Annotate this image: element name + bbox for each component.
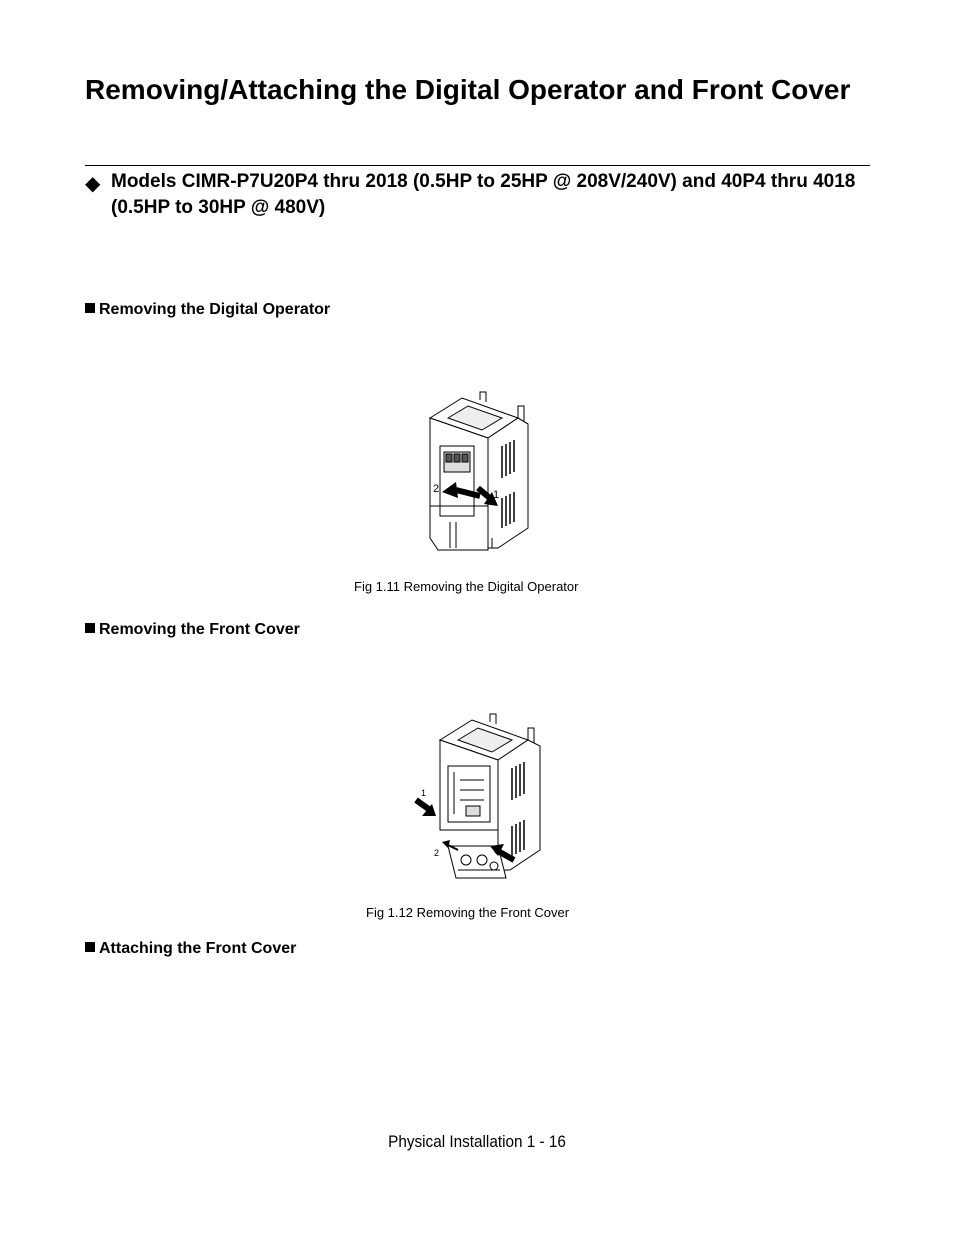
figure-1-12-caption: Fig 1.12 Removing the Front Cover: [366, 905, 570, 920]
square-bullet-icon: [85, 942, 95, 952]
square-bullet-icon: [85, 623, 95, 633]
figure-1-11-illustration: [420, 388, 540, 558]
figure-1-11-step-label-1: 1: [493, 489, 500, 501]
subsection-heading-removing-front-cover: Removing the Front Cover: [85, 621, 300, 639]
figure-1-11-step-label-2: 2: [433, 483, 440, 495]
page-title: Removing/Attaching the Digital Operator and Front Cover: [85, 74, 851, 105]
section-divider: [85, 165, 870, 166]
figure-1-12-illustration: [410, 710, 550, 885]
subsection-heading-attaching-front-cover: Attaching the Front Cover: [85, 940, 296, 958]
figure-1-12-step-label-2: 2: [434, 848, 440, 858]
page-footer: Physical Installation 1 - 16: [388, 1132, 566, 1151]
section-heading: Models CIMR-P7U20P4 thru 2018 (0.5HP to 25HP @ 208V/240V) and 40P4 thru 4018 (0.5HP to 30HP @ 480V): [111, 171, 856, 218]
figure-1-11-caption: Fig 1.11 Removing the Digital Operator: [354, 579, 579, 594]
diamond-bullet-icon: ◆: [85, 173, 101, 195]
subsection-heading-removing-operator: Removing the Digital Operator: [85, 301, 330, 319]
figure-1-12-step-label-1: 1: [421, 788, 427, 798]
square-bullet-icon: [85, 303, 95, 313]
